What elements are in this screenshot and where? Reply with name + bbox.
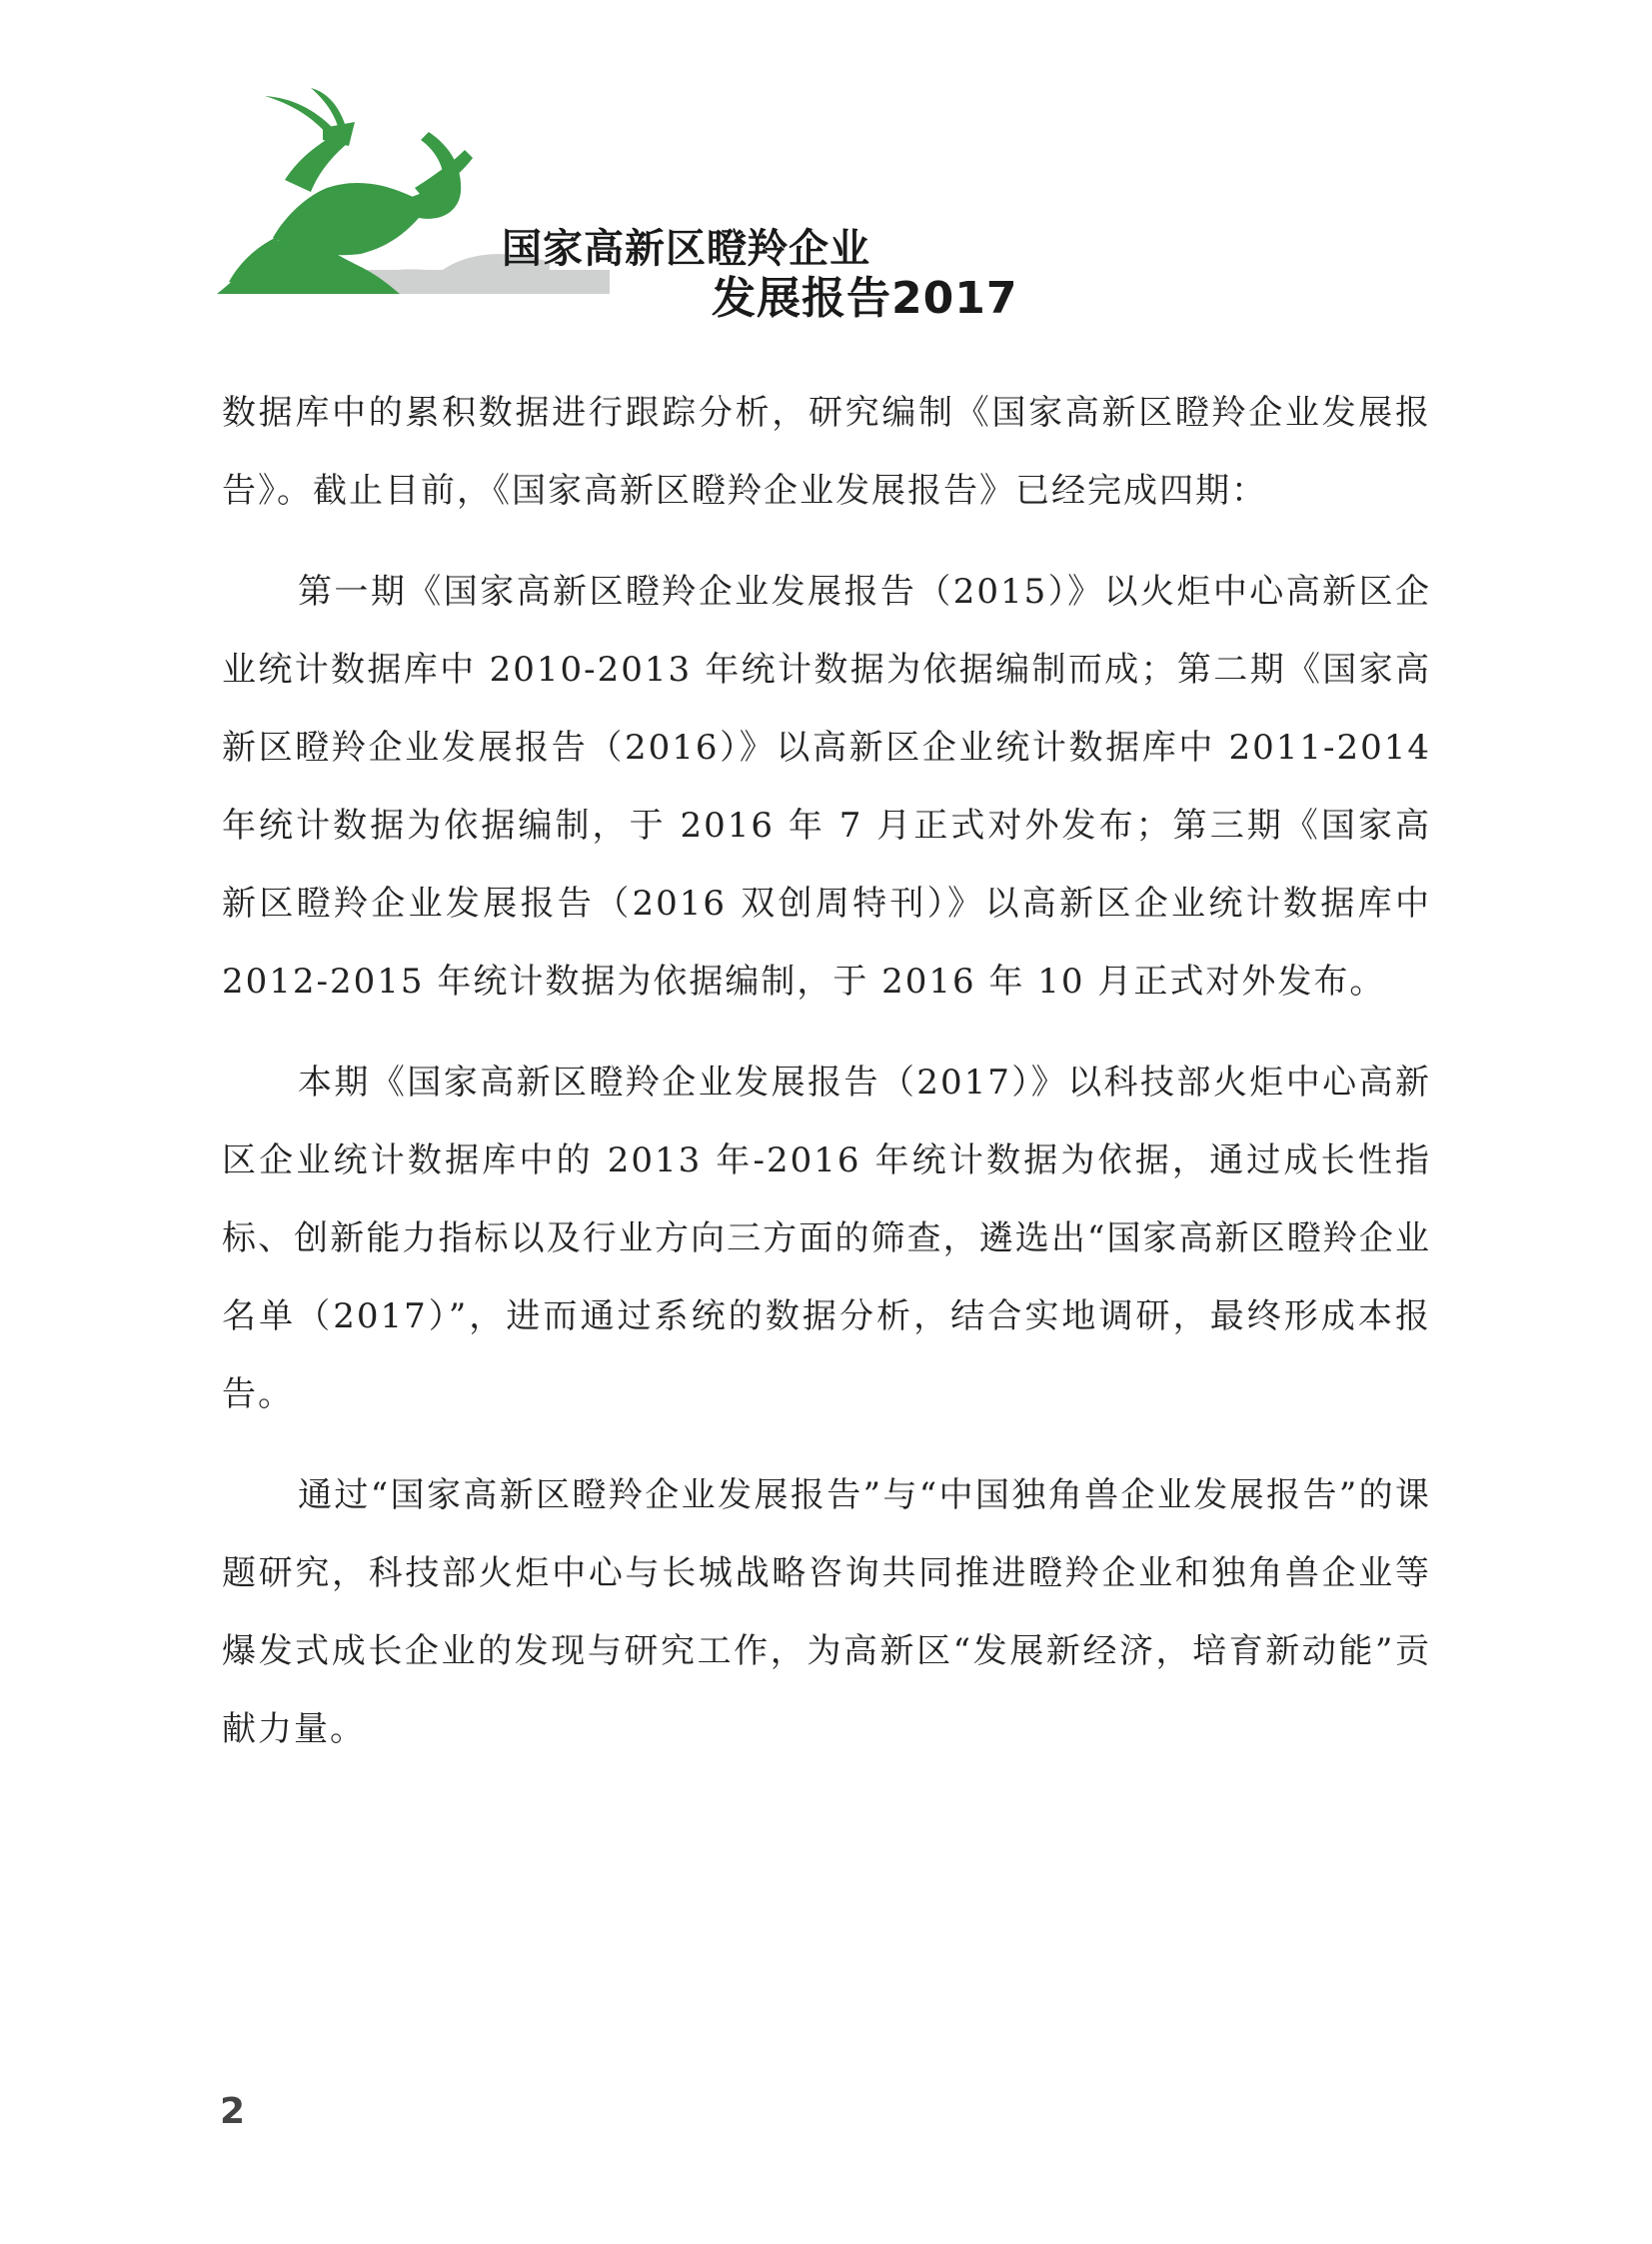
paragraph-previous-issues: 第一期《国家高新区瞪羚企业发展报告（2015）》以火炬中心高新区企业统计数据库中 2010-2013 年统计数据为依据编制而成；第二期《国家高新区瞪羚企业发展报告（2016）》以高新区企业统计数据库中 2011-2014 年统计数据为依据编制，于 2016 年 7 月正式对外发布；第三期《国家高新区瞪羚企业发展报告（2016 双创周特刊）》以高新区企业统计数据库中 2012-2015 年统计数据为依据编制，于 2016 年 10 月正式对外发布。 <box>222 572 1431 1002</box>
page-number: 2 <box>220 2091 246 2132</box>
report-series-title: 国家高新区瞪羚企业 <box>502 226 870 272</box>
logo-horn-1 <box>265 96 333 134</box>
paragraph-collaboration: 通过“国家高新区瞪羚企业发展报告”与“中国独角兽企业发展报告”的课题研究，科技部火炬中心与长城战略咨询共同推进瞪羚企业和独角兽企业等爆发式成长企业的发现与研究工作，为高新区“发展新经济，培育新动能”贡献力量。 <box>222 1475 1431 1749</box>
report-body <box>222 374 1431 1791</box>
logo-neck <box>285 136 347 192</box>
paragraph-continuation: 数据库中的累积数据进行跟踪分析，研究编制《国家高新区瞪羚企业发展报告》。截止目前，《国家高新区瞪羚企业发展报告》已经完成四期： <box>222 393 1431 511</box>
report-year-title: 发展报告2017 <box>712 273 1018 324</box>
paragraph-current-issue: 本期《国家高新区瞪羚企业发展报告（2017）》以科技部火炬中心高新区企业统计数据库中的 2013 年-2016 年统计数据为依据，通过成长性指标、创新能力指标以及行业方向三方面的筛查，遴选出“国家高新区瞪羚企业名单（2017）”，进而通过系统的数据分析，结合实地调研，最终形成本报告。 <box>222 1063 1431 1414</box>
